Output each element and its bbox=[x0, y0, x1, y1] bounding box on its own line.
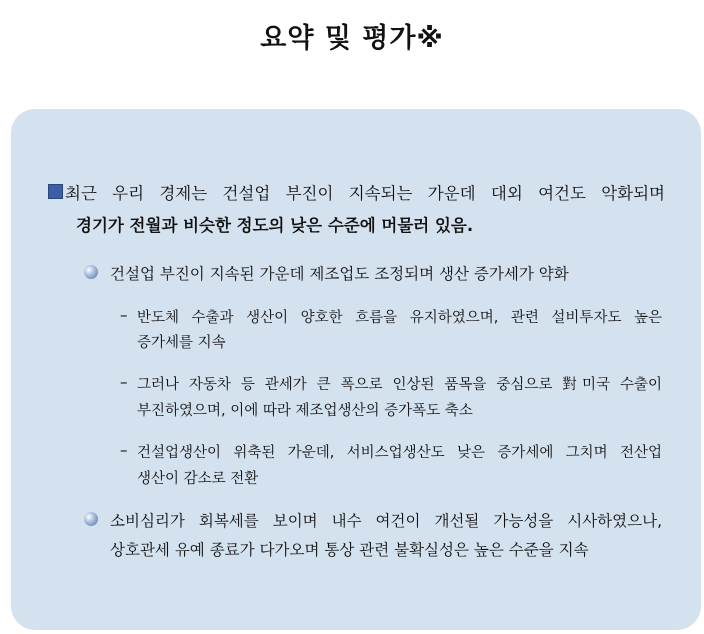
square-bullet-icon bbox=[48, 184, 63, 199]
sub-2-line1: 그러나 자동차 등 관세가 큰 폭으로 인상된 품목을 중심으로 對미국 수출이 bbox=[137, 377, 662, 393]
sub-3-line1: 건설업생산이 위축된 가운데, 서비스업생산도 낮은 증가세에 그치며 전산업 bbox=[137, 445, 662, 461]
dash-marker: – bbox=[120, 441, 128, 459]
dash-marker: – bbox=[120, 306, 128, 324]
bullet-1-text: 건설업 부진이 지속된 가운데 제조업도 조정되며 생산 증가세가 약화 bbox=[110, 265, 569, 283]
page-title: 요약 및 평가※ bbox=[260, 23, 444, 54]
sub-1-line1: 반도체 수출과 생산이 양호한 흐름을 유지하였으며, 관련 설비투자도 높은 bbox=[137, 310, 662, 326]
dash-marker: – bbox=[120, 373, 128, 391]
main-statement-line2: 경기가 전월과 비슷한 정도의 낮은 수준에 머물러 있음. bbox=[76, 216, 474, 235]
round-bullet-icon bbox=[84, 512, 98, 526]
sub-2-line2: 부진하였으며, 이에 따라 제조업생산의 증가폭도 축소 bbox=[137, 403, 473, 419]
bullet-2-line1: 소비심리가 회복세를 보이며 내수 여건이 개선될 가능성을 시사하였으나, bbox=[110, 512, 662, 530]
round-bullet-icon bbox=[84, 265, 98, 279]
bullet-2-line2: 상호관세 유예 종료가 다가오며 통상 관련 불확실성은 높은 수준을 지속 bbox=[110, 541, 589, 559]
sub-3-line2: 생산이 감소로 전환 bbox=[137, 471, 259, 487]
sub-1-line2: 증가세를 지속 bbox=[137, 335, 226, 351]
main-statement-line1: 최근 우리 경제는 건설업 부진이 지속되는 가운데 대외 여건도 악화되며 bbox=[65, 184, 665, 203]
